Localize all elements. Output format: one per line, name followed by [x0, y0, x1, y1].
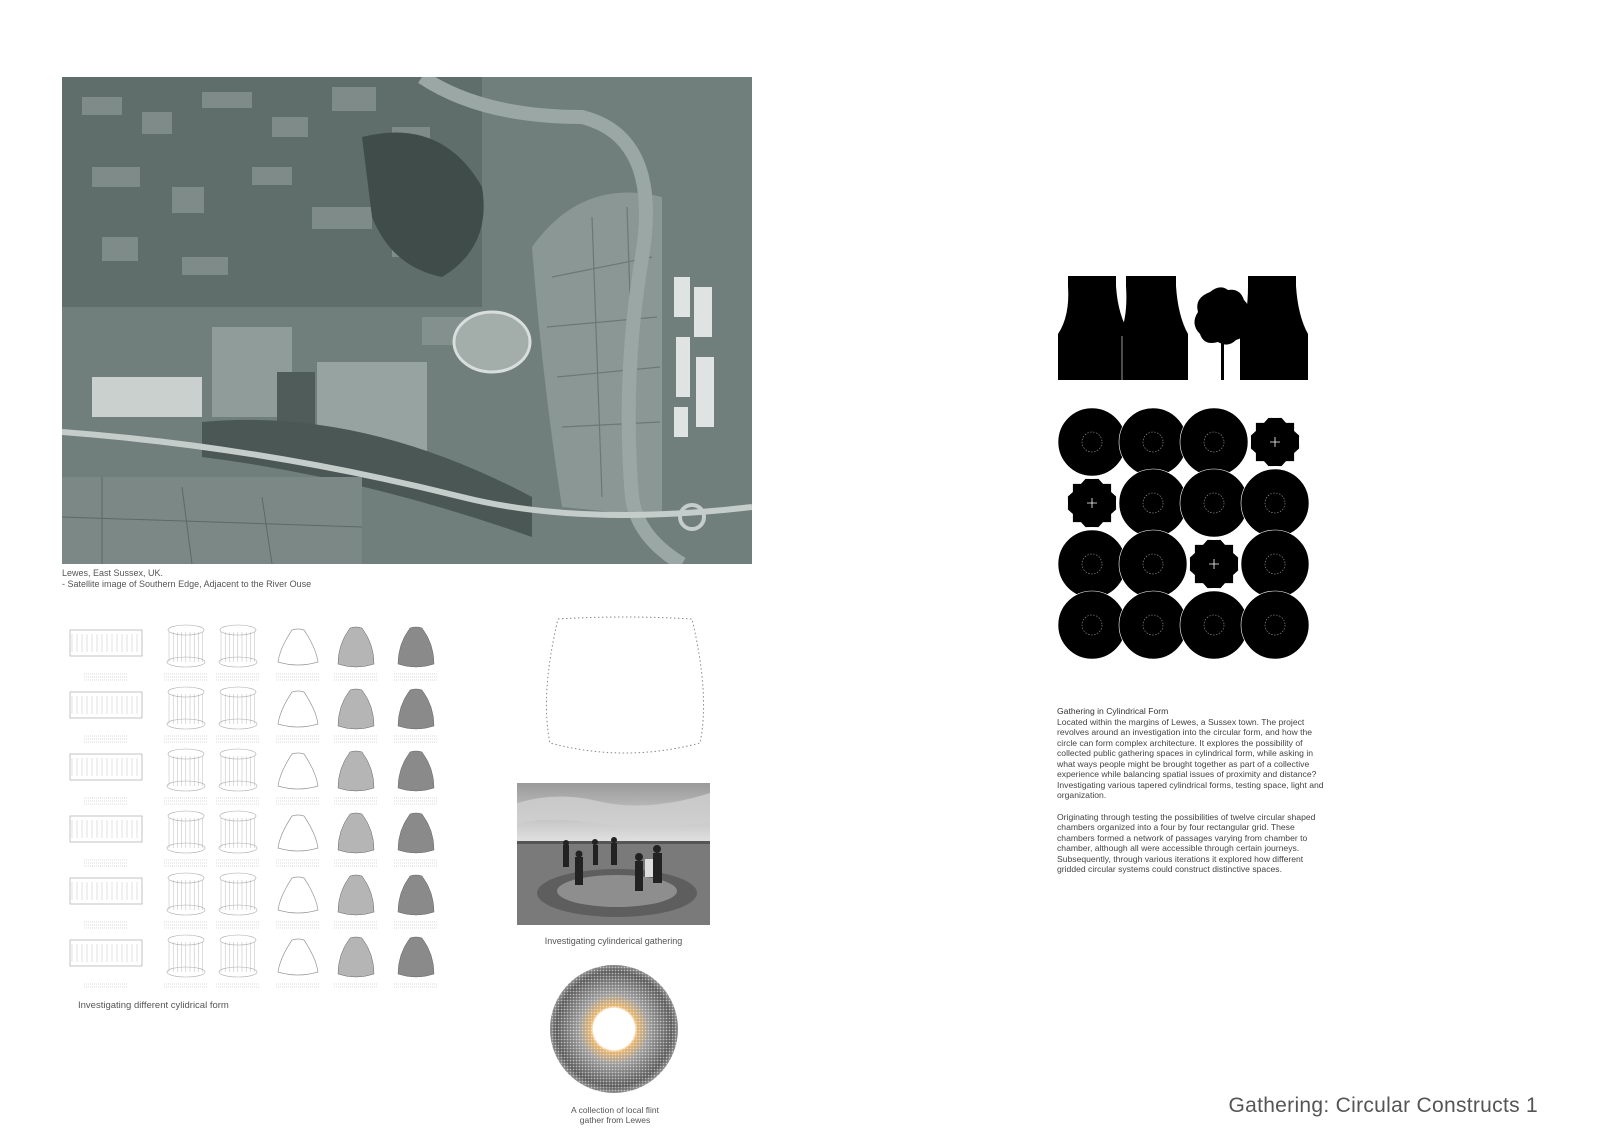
form-study-3-5 [394, 813, 438, 866]
form-study-3-2 [216, 811, 260, 866]
form-study-4-2 [216, 873, 260, 928]
plan-chamber-1-2 [1180, 469, 1248, 537]
plan-tree-2-2 [1190, 540, 1238, 588]
form-study-1-4 [334, 689, 378, 742]
form-study-0-5 [394, 627, 438, 680]
form-study-1-0 [70, 692, 142, 742]
elevation-chamber-1 [1058, 276, 1130, 380]
elevation-chamber-2 [1120, 276, 1188, 380]
form-study-5-4 [334, 937, 378, 988]
satellite-caption [62, 568, 482, 590]
plan-chamber-3-2 [1180, 591, 1248, 659]
description-block [1057, 706, 1327, 875]
plan-chamber-1-1 [1119, 469, 1187, 537]
satellite-image [62, 77, 752, 564]
form-study-0-1 [164, 625, 208, 680]
plan-chamber-3-3 [1241, 591, 1309, 659]
form-study-2-3 [276, 753, 320, 804]
plan-chamber-0-2 [1180, 408, 1248, 476]
form-study-0-0 [70, 630, 142, 680]
form-study-1-1 [164, 687, 208, 742]
form-study-2-2 [216, 749, 260, 804]
plan-tree-1-0 [1068, 479, 1116, 527]
plan-chamber-3-0 [1058, 591, 1126, 659]
form-study-4-4 [334, 875, 378, 928]
dome-outline-drawing [540, 615, 710, 765]
plan-tree-0-3 [1251, 418, 1299, 466]
plan-chamber-2-1 [1119, 530, 1187, 598]
form-study-5-5 [394, 937, 438, 988]
form-study-3-0 [70, 816, 142, 866]
form-study-5-2 [216, 935, 260, 988]
form-study-5-3 [276, 939, 320, 988]
flint-ring-drawing [548, 963, 680, 1095]
forms-study-caption: Investigating different cylidrical form [78, 1000, 229, 1011]
gathering-photo [517, 783, 710, 925]
plan-chamber-2-3 [1241, 530, 1309, 598]
satellite-caption-line1: Lewes, East Sussex, UK. [62, 568, 164, 578]
plan-chamber-3-1 [1119, 591, 1187, 659]
form-study-2-1 [164, 749, 208, 804]
description-heading: Gathering in Cylindrical Form [1057, 706, 1169, 716]
plan-chamber-0-0 [1058, 408, 1126, 476]
form-study-1-5 [394, 689, 438, 742]
form-study-3-3 [276, 815, 320, 866]
plan-chamber-1-3 [1241, 469, 1309, 537]
forms-study-grid [66, 618, 446, 988]
form-study-1-2 [216, 687, 260, 742]
form-study-5-1 [164, 935, 208, 988]
form-study-2-5 [394, 751, 438, 804]
form-study-1-3 [276, 691, 320, 742]
plan-chamber-0-1 [1119, 408, 1187, 476]
satellite-caption-line2: - Satellite image of Southern Edge, Adjacent to the River Ouse [62, 579, 312, 589]
form-study-0-2 [216, 625, 260, 680]
elevation-diagram [1058, 276, 1308, 381]
form-study-3-1 [164, 811, 208, 866]
plan-grid-diagram [1058, 408, 1312, 662]
form-study-2-4 [334, 751, 378, 804]
plan-chamber-2-0 [1058, 530, 1126, 598]
gathering-photo-caption: Investigating cylinderical gathering [544, 936, 683, 946]
form-study-4-5 [394, 875, 438, 928]
form-study-3-4 [334, 813, 378, 866]
flint-caption-line2: gather from Lewes [579, 1115, 651, 1125]
form-study-0-3 [276, 629, 320, 680]
form-study-2-0 [70, 754, 142, 804]
flint-caption [540, 1105, 690, 1125]
description-paragraph-2: Originating through testing the possibilities of twelve circular shaped chambers organized into a four by four rectangular grid. These chambers formed a network of passages varying from chamber to chamber, although all were accessible through certain journeys. Subsequently, through various iterations it explored how different gridded circular systems could construct distinctive spaces. [1057, 811, 1316, 874]
flint-caption-line1: A collection of local flint [571, 1105, 659, 1115]
form-study-4-3 [276, 877, 320, 928]
page-title: Gathering: Circular Constructs 1 [1228, 1094, 1538, 1117]
elevation-chamber-3 [1240, 276, 1308, 380]
form-study-0-4 [334, 627, 378, 680]
form-study-5-0 [70, 940, 142, 988]
form-study-4-0 [70, 878, 142, 928]
description-paragraph-1: Located within the margins of Lewes, a Sussex town. The project revolves around an investigation into the circular form, and how the circle can form complex architecture. It explores the possibility of collected public gathering spaces in cylindrical form, while asking in what ways people might be brought together as part of a collective experience while balancing spatial issues of proximity and distance? Investigating various tapered cylindrical forms, testing space, light and organization. [1057, 716, 1324, 800]
form-study-4-1 [164, 873, 208, 928]
